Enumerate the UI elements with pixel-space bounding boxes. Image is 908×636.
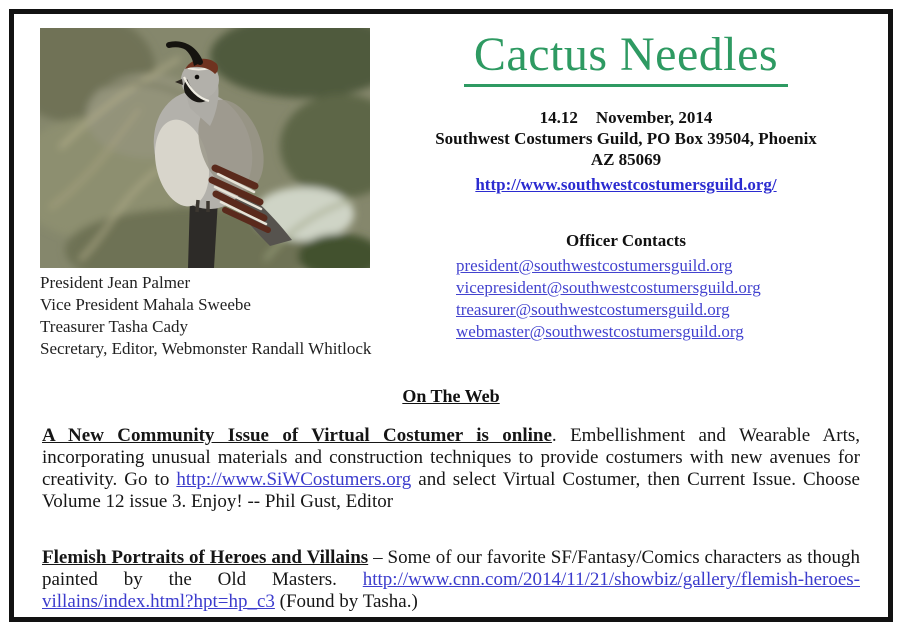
masthead xyxy=(390,28,862,87)
article-lead-suffix: . xyxy=(551,425,571,446)
issue-line xyxy=(390,107,862,128)
issue-date: November, 2014 xyxy=(595,108,713,127)
on-the-web-section xyxy=(40,386,862,407)
officer-emails-list xyxy=(456,255,862,343)
officer-email-link[interactable]: vicepresident@southwestcostumersguild.org xyxy=(456,278,761,297)
issue-number: 14.12 xyxy=(539,108,578,127)
left-column xyxy=(40,26,378,360)
newsletter-title: Cactus Needles xyxy=(464,28,788,87)
article-link[interactable]: http://www.SiWCostumers.org xyxy=(176,469,412,490)
officer-email-link[interactable]: webmaster@southwestcostumersguild.org xyxy=(456,322,744,341)
header-columns xyxy=(40,26,862,360)
officer-name: President Jean Palmer xyxy=(40,273,191,292)
article-body: Embellishment and Wearable Arts, incorporating unusual materials and construction techniques to provide costumers with new avenues for creativity. Go to xyxy=(42,425,861,490)
officer-email-row xyxy=(456,321,862,343)
article-body: and select Virtual Costumer, then Current Issue. Choose Volume 12 issue 3. Enjoy! -- Phil Gust, Editor xyxy=(42,469,860,512)
article-lead: Flemish Portraits of Heroes and Villains xyxy=(42,547,369,568)
officer-contacts-heading: Officer Contacts xyxy=(565,231,687,250)
officer-name: Secretary, Editor, Webmonster Randall Whitlock xyxy=(40,339,372,358)
page-border xyxy=(9,9,893,622)
officer-name: Treasurer Tasha Cady xyxy=(40,317,189,336)
newsletter-page xyxy=(14,14,888,613)
officer-email-row xyxy=(456,299,862,321)
website-link[interactable]: http://www.southwestcostumersguild.org/ xyxy=(475,175,777,194)
address-line-1: Southwest Costumers Guild, PO Box 39504, Phoenix xyxy=(435,129,817,148)
article-link[interactable]: http://www.cnn.com/2014/11/21/showbiz/gallery/flemish-heroes-villains/index.html?hpt=hp_c3 xyxy=(42,569,860,612)
article-body: Some of our favorite SF/Fantasy/Comics characters as though painted by the Old Masters. xyxy=(42,547,860,590)
officer-email-row xyxy=(456,255,862,277)
article-lead-suffix: – xyxy=(368,547,388,568)
address-line-2: AZ 85069 xyxy=(590,150,662,169)
officer-name: Vice President Mahala Sweebe xyxy=(40,295,251,314)
article-body: (Found by Tasha.) xyxy=(274,591,418,612)
article-flemish-portraits xyxy=(42,547,860,613)
officer-email-link[interactable]: treasurer@southwestcostumersguild.org xyxy=(456,300,730,319)
website-link-row xyxy=(390,170,862,195)
quail-photo-graphic xyxy=(40,28,370,268)
officer-names-list xyxy=(40,272,378,360)
article-lead: A New Community Issue of Virtual Costumer is online xyxy=(42,425,552,446)
quail-photo xyxy=(40,28,370,268)
on-the-web-heading: On The Web xyxy=(402,386,500,406)
issue-info xyxy=(390,107,862,170)
officer-email-row xyxy=(456,277,862,299)
masthead-column xyxy=(378,26,862,360)
officer-email-link[interactable]: president@southwestcostumersguild.org xyxy=(456,256,733,275)
article-virtual-costumer xyxy=(42,425,860,513)
